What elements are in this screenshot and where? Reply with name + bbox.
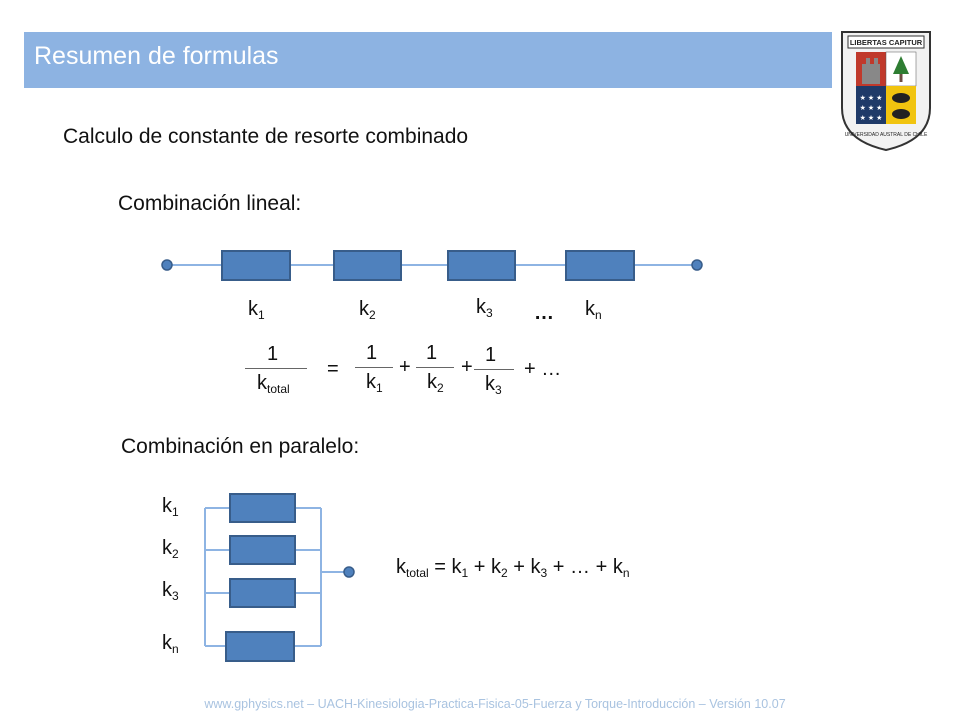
parallel-label-k3: $k_3$ xyxy=(162,579,179,604)
series-heading: Combinación lineal: xyxy=(118,192,302,215)
parallel-formula-lhs: $k_{total}$ xyxy=(396,556,429,581)
series-label-k3: $k_3$ xyxy=(476,296,493,321)
series-label-k1: $k_1$ xyxy=(248,298,265,323)
footer-credit: www.gphysics.net – UACH-Kinesiologia-Practica-Fisica-05-Fuerza y Torque-Introducción – Versión 10.07 xyxy=(204,697,786,711)
parallel-label-k2: $k_2$ xyxy=(162,537,179,562)
series-term3-numerator: 1 xyxy=(485,344,497,366)
parallel-label-k1: $k_1$ xyxy=(162,495,179,520)
series-term3-denominator: $k_3$ xyxy=(485,373,502,398)
series-term1-denominator: $k_1$ xyxy=(366,371,383,396)
parallel-spring-kn xyxy=(226,632,294,661)
series-formula-lhs-numerator: 1 xyxy=(267,343,279,365)
series-formula-tail: + … xyxy=(524,358,562,380)
parallel-spring-k1 xyxy=(230,494,295,522)
series-term2-denominator: $k_2$ xyxy=(427,371,444,396)
series-formula-plus-2: + xyxy=(461,356,473,378)
series-label-kn: $k_n$ xyxy=(585,298,602,323)
svg-text:★ ★ ★: ★ ★ ★ xyxy=(859,105,883,112)
parallel-output-node xyxy=(344,567,354,577)
svg-text:UNIVERSIDAD AUSTRAL DE CHILE: UNIVERSIDAD AUSTRAL DE CHILE xyxy=(844,132,928,138)
parallel-formula: $k_{total} = k_1 + k_2 + k_3$ + … + $k_n$ xyxy=(396,556,630,581)
svg-text:★ ★ ★: ★ ★ ★ xyxy=(859,95,883,102)
slide-title: Resumen de formulas xyxy=(34,42,279,70)
series-ellipsis: … xyxy=(534,302,554,324)
series-formula-lhs-denominator: $k_{total}$ xyxy=(257,372,290,397)
parallel-heading: Combinación en paralelo: xyxy=(121,435,360,458)
parallel-spring-k3 xyxy=(230,579,295,607)
series-label-k2: $k_2$ xyxy=(359,298,376,323)
svg-text:★ ★ ★: ★ ★ ★ xyxy=(859,115,883,122)
series-formula-plus-1: + xyxy=(399,356,411,378)
svg-text:LIBERTAS CAPITUR: LIBERTAS CAPITUR xyxy=(849,38,923,47)
series-term1-numerator: 1 xyxy=(366,342,378,364)
series-formula-equals: = xyxy=(327,358,339,380)
series-term2-numerator: 1 xyxy=(426,342,438,364)
parallel-label-kn: $k_n$ xyxy=(162,632,179,657)
subtitle: Calculo de constante de resorte combinado xyxy=(63,125,469,148)
parallel-spring-k2 xyxy=(230,536,295,564)
